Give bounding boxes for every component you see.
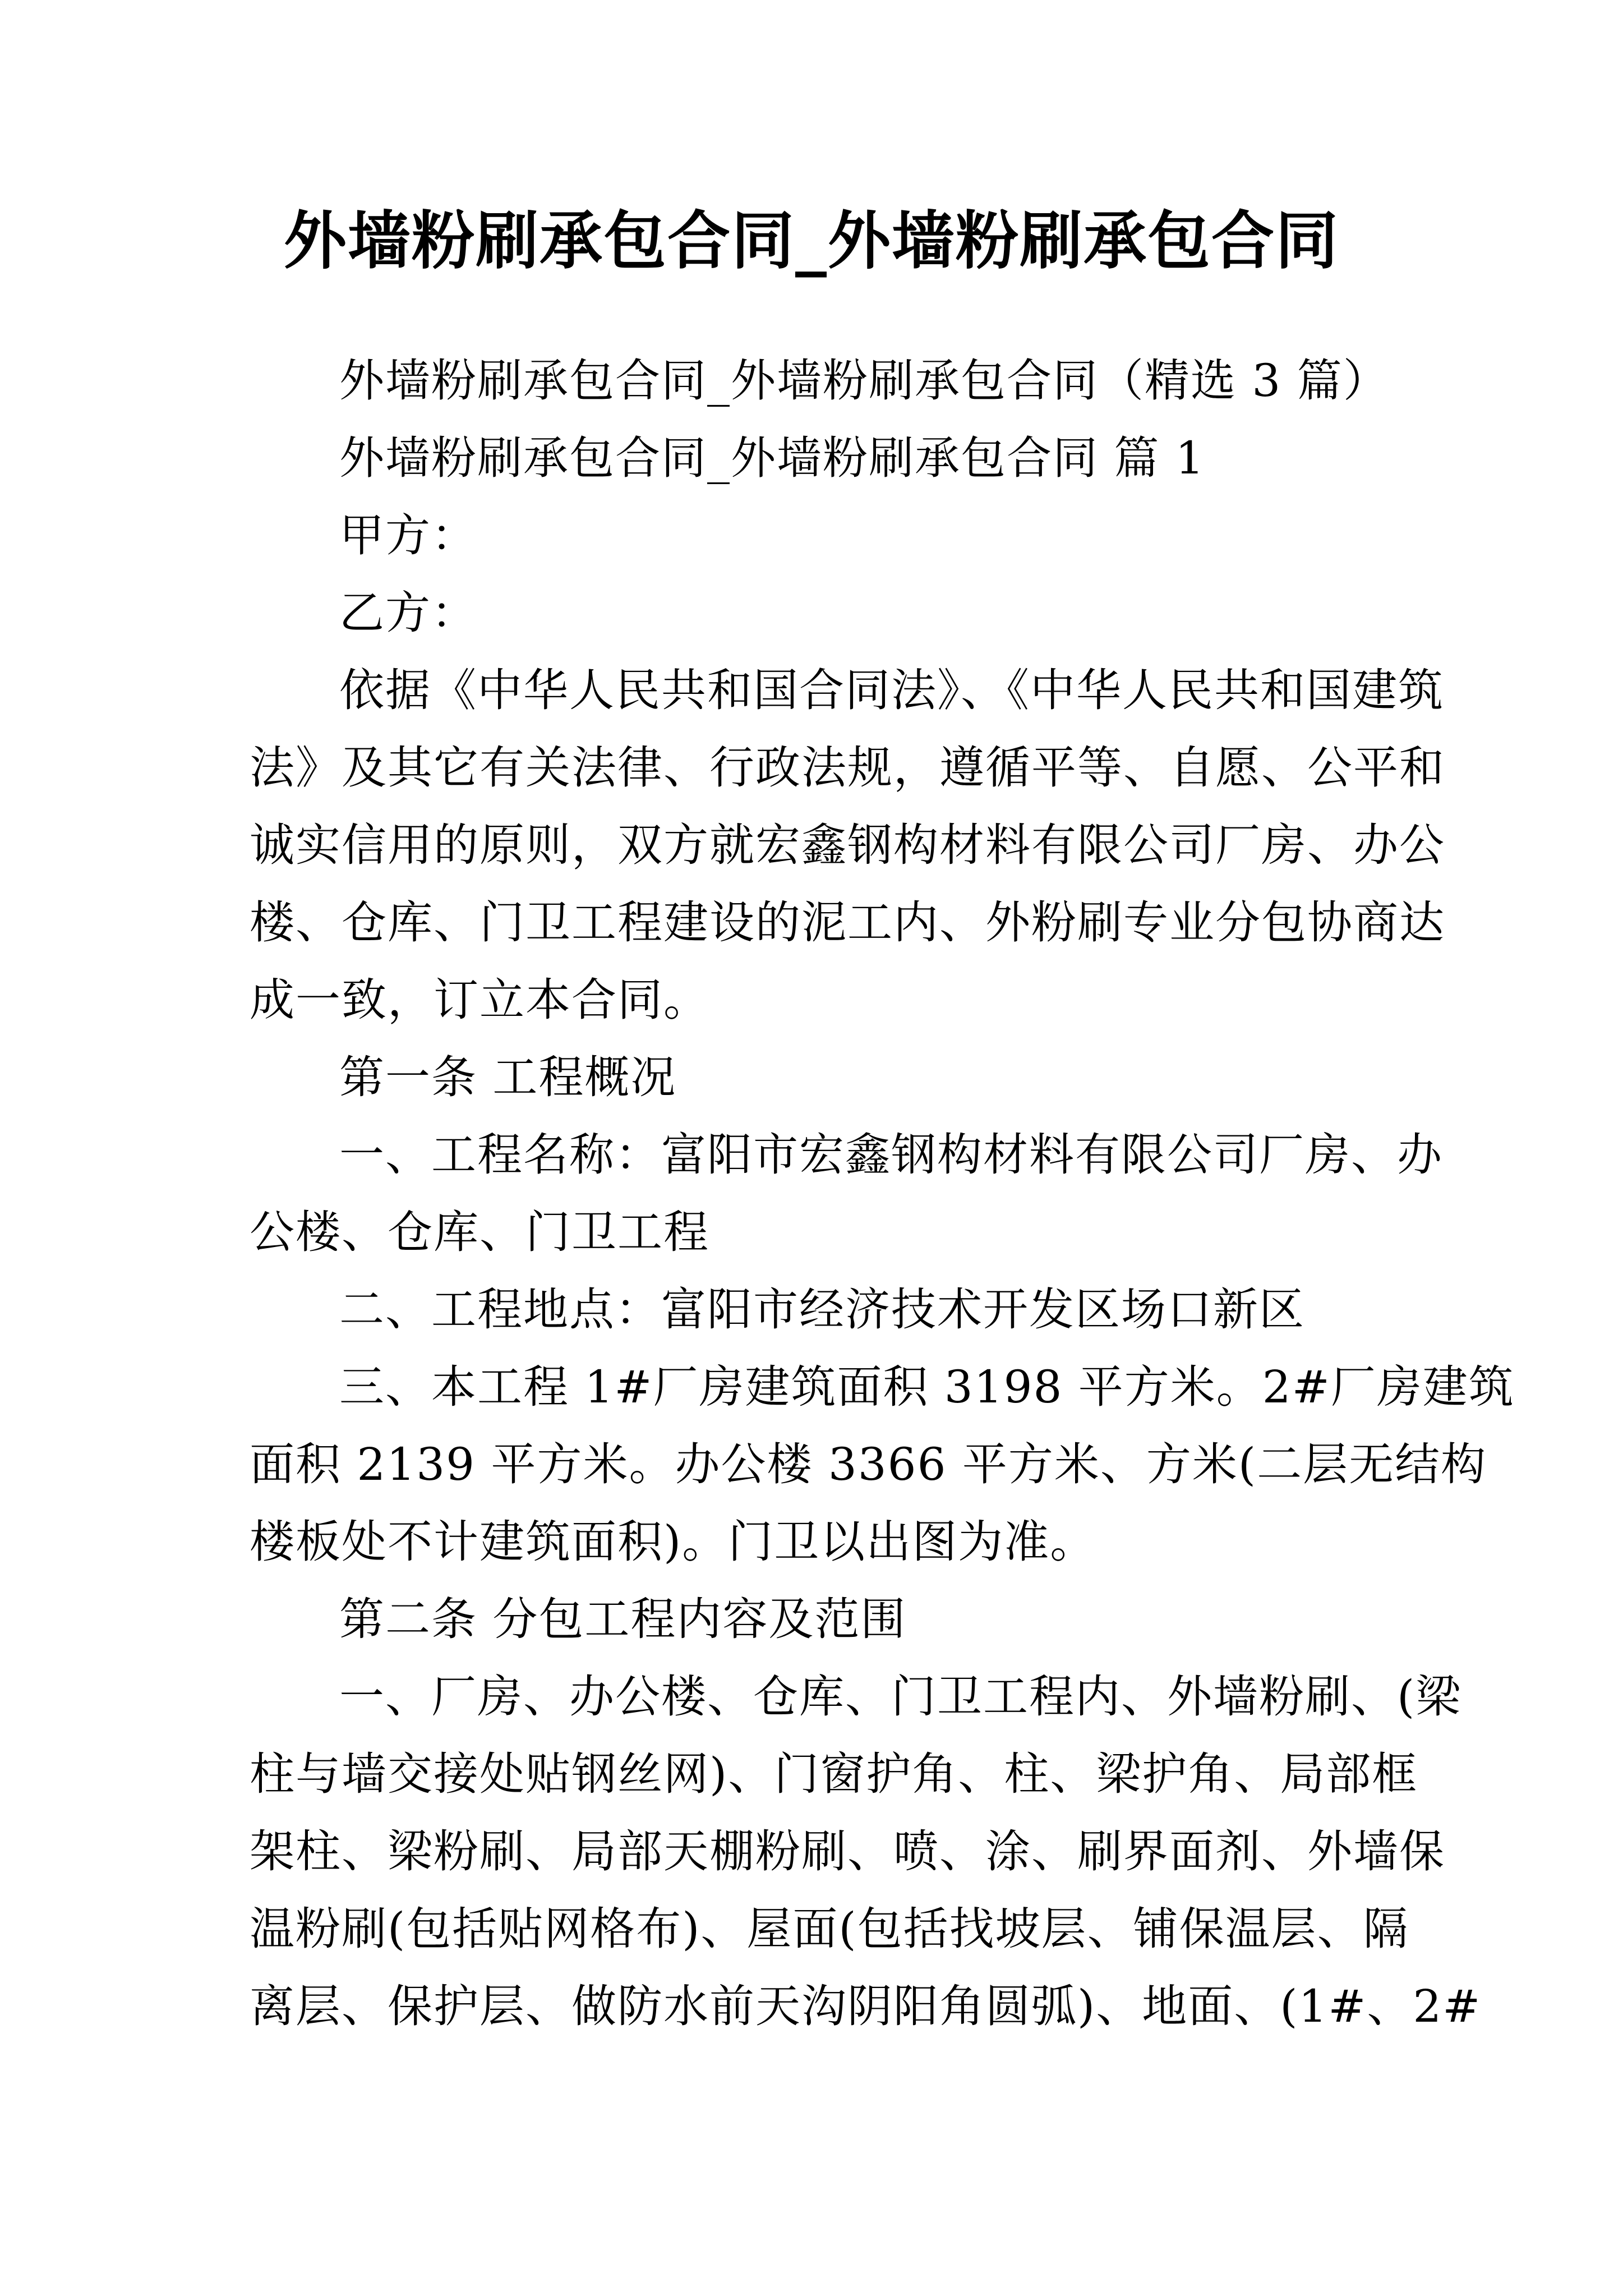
paragraph-line: 乙方： xyxy=(339,587,477,639)
document-body xyxy=(250,342,1515,2045)
section-heading: 第一条 工程概况 xyxy=(339,1051,677,1103)
paragraph-line: 温粉刷(包括贴网格布)、屋面(包括找坡层、铺保温层、隔 xyxy=(250,1903,1409,1955)
paragraph-line: 架柱、梁粉刷、局部天棚粉刷、喷、涂、刷界面剂、外墙保 xyxy=(250,1825,1445,1878)
paragraph-line: 依据《中华人民共和国合同法》、《中华人民共和国建筑 xyxy=(339,664,1444,716)
paragraph-line: 面积 2139 平方米。办公楼 3366 平方米、方米(二层无结构 xyxy=(250,1438,1487,1490)
paragraph-line: 成一致，订立本合同。 xyxy=(250,974,709,1026)
paragraph-line: 一、厂房、办公楼、仓库、门卫工程内、外墙粉刷、(梁 xyxy=(339,1671,1462,1723)
document-title: 外墙粉刷承包合同_外墙粉刷承包合同 xyxy=(284,205,1339,278)
paragraph-line: 甲方： xyxy=(339,509,477,562)
section-heading: 第二条 分包工程内容及范围 xyxy=(339,1593,907,1645)
paragraph-line: 楼、仓库、门卫工程建设的泥工内、外粉刷专业分包协商达 xyxy=(250,896,1445,949)
paragraph-line: 离层、保护层、做防水前天沟阴阳角圆弧)、地面、(1#、2# xyxy=(250,1980,1482,2032)
paragraph-line: 二、工程地点：富阳市经济技术开发区场口新区 xyxy=(339,1283,1305,1336)
paragraph-line: 外墙粉刷承包合同_外墙粉刷承包合同（精选 3 篇） xyxy=(339,355,1389,407)
paragraph-line: 诚实信用的原则，双方就宏鑫钢构材料有限公司厂房、办公 xyxy=(250,819,1445,871)
paragraph-line: 外墙粉刷承包合同_外墙粉刷承包合同 篇 1 xyxy=(339,432,1205,484)
paragraph-line: 楼板处不计建筑面积)。门卫以出图为准。 xyxy=(250,1516,1096,1568)
paragraph-line: 柱与墙交接处贴钢丝网)、门窗护角、柱、梁护角、局部框 xyxy=(250,1748,1418,1800)
paragraph-line: 公楼、仓库、门卫工程 xyxy=(250,1206,709,1258)
paragraph-line: 法》及其它有关法律、行政法规，遵循平等、自愿、公平和 xyxy=(250,742,1445,794)
paragraph-line: 三、本工程 1#厂房建筑面积 3198 平方米。2#厂房建筑 xyxy=(339,1361,1515,1413)
paragraph-line: 一、工程名称：富阳市宏鑫钢构材料有限公司厂房、办 xyxy=(339,1129,1443,1181)
